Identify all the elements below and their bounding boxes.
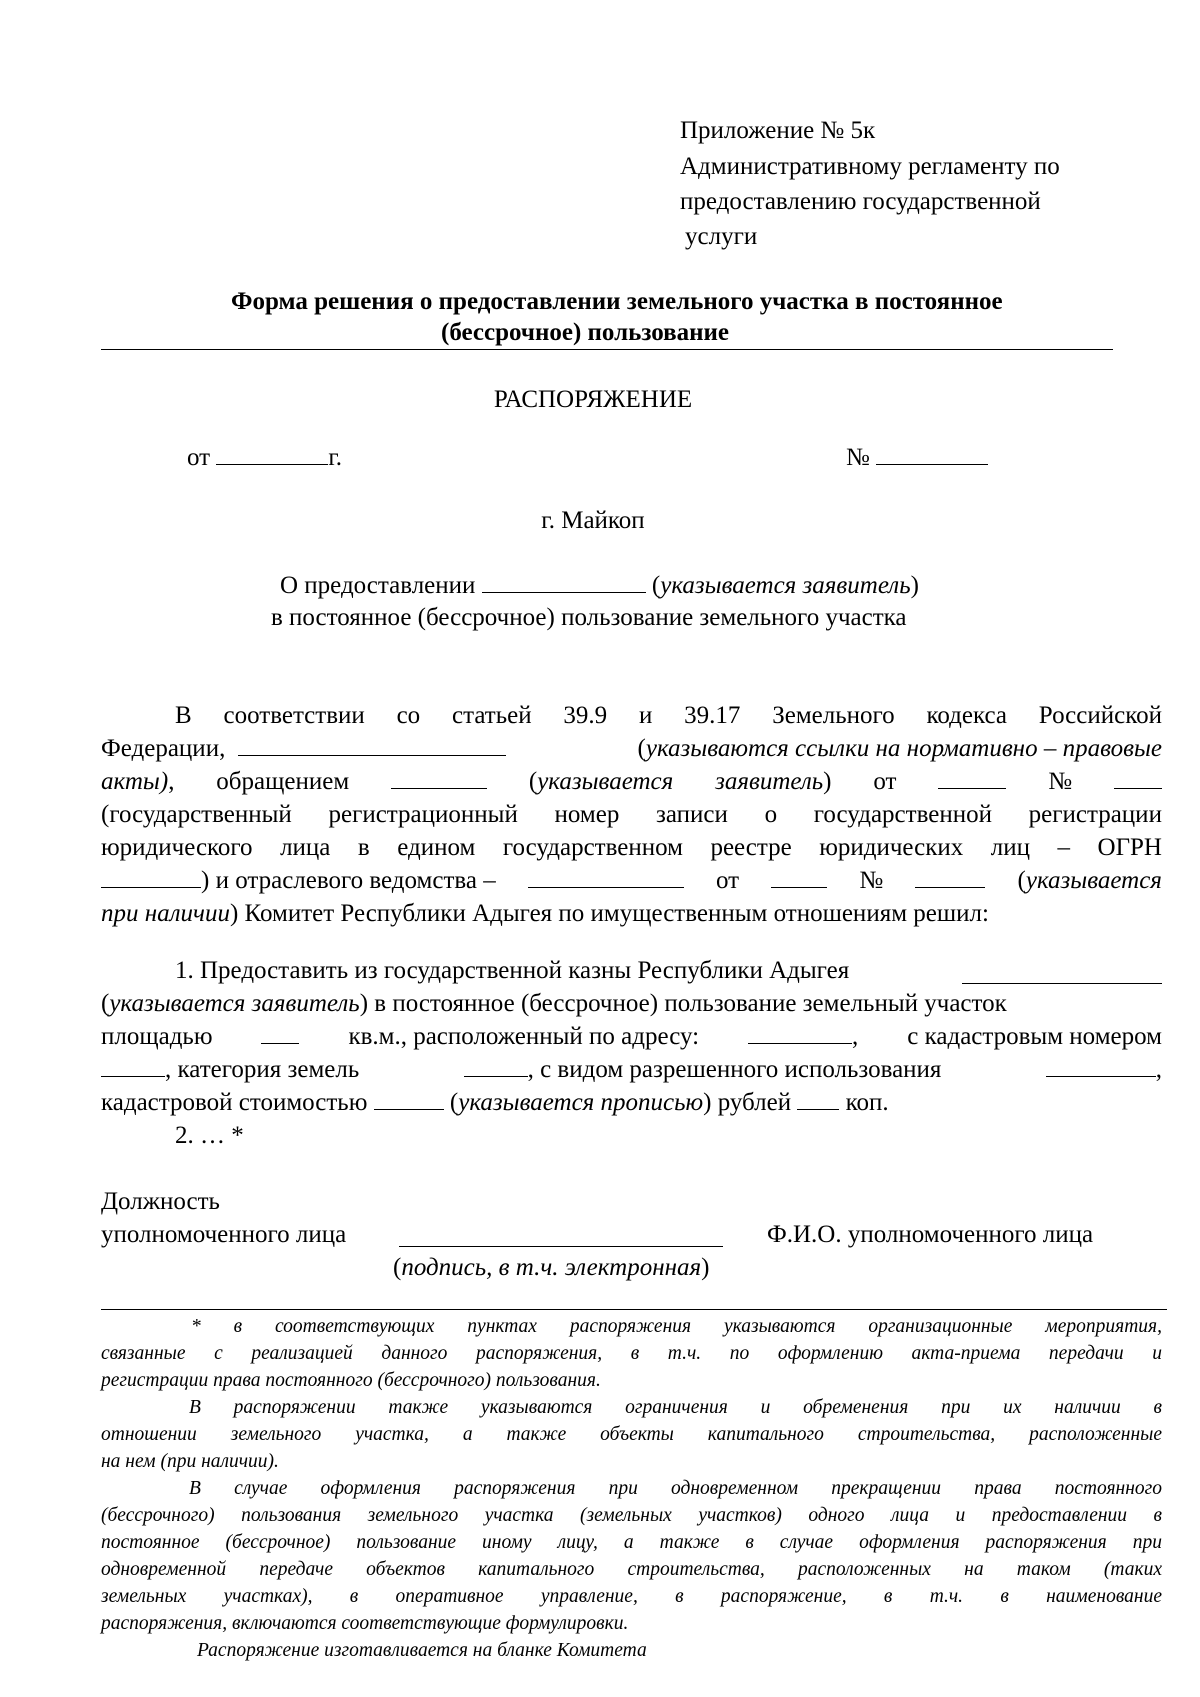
word: о bbox=[764, 801, 778, 828]
word: со bbox=[396, 702, 421, 729]
item1-line-1 bbox=[175, 955, 1162, 987]
preamble-line-6 bbox=[101, 865, 1162, 897]
word: лица bbox=[280, 834, 331, 861]
word: государственном bbox=[502, 834, 683, 861]
cadastral-number-blank bbox=[101, 1054, 165, 1077]
use-type-blank bbox=[1046, 1054, 1156, 1077]
form-title-line-2: (бессрочное) пользование bbox=[441, 319, 730, 346]
paren-open: ( bbox=[393, 1254, 402, 1281]
paren-open: ( bbox=[1017, 867, 1026, 894]
paren-open: ( bbox=[637, 735, 646, 762]
text: ) рублей bbox=[703, 1089, 792, 1116]
comma: , bbox=[852, 1023, 859, 1050]
footnote-p3-line-2 bbox=[101, 1503, 1162, 1528]
footnote-p3-line-4 bbox=[101, 1557, 1162, 1582]
word: записи bbox=[656, 801, 728, 828]
footnote-rule bbox=[101, 1309, 1167, 1310]
text: , категория земель bbox=[165, 1056, 360, 1083]
footnote-text: В случае оформления распоряжения при одновременном прекращении права постоянного bbox=[189, 1478, 1162, 1499]
doc-type: РАСПОРЯЖЕНИЕ bbox=[493, 386, 693, 413]
footnote-text: отношении земельного участка, а также объекты капитального строительства, расположенные bbox=[101, 1424, 1162, 1445]
paren-close: ) bbox=[823, 768, 832, 795]
footnote-p2-line-2 bbox=[101, 1422, 1162, 1447]
word: и bbox=[638, 702, 653, 729]
text: кадастровой стоимостью bbox=[101, 1089, 368, 1116]
subject-note: указывается заявитель bbox=[660, 572, 911, 599]
legal-acts-blank bbox=[238, 733, 506, 756]
applicant-blank bbox=[962, 961, 1162, 984]
appendix-line-4: услуги bbox=[685, 223, 758, 250]
city: г. Майкоп bbox=[541, 507, 645, 534]
word: 39.9 bbox=[563, 702, 608, 729]
item2: 2. … * bbox=[175, 1122, 244, 1149]
subject-line-2: в постоянное (бессрочное) пользование земельного участка bbox=[271, 604, 907, 631]
preamble-line-1 bbox=[175, 700, 1162, 732]
preamble-line-3 bbox=[101, 766, 1162, 798]
number-label: № bbox=[846, 444, 870, 471]
word: регистрационный bbox=[328, 801, 518, 828]
footnote-p2-line-1 bbox=[189, 1395, 1162, 1420]
word: (государственный bbox=[101, 801, 292, 828]
text: ) Комитет Республики Адыгея по имущественным отношениям решил: bbox=[229, 900, 989, 927]
ministry-date-blank bbox=[771, 865, 827, 888]
paren-close: ) bbox=[701, 1254, 710, 1281]
footnote-p1-line-1 bbox=[191, 1314, 1162, 1339]
footnote-p2-line-3: на нем (при наличии). bbox=[101, 1451, 279, 1472]
preamble-line-7 bbox=[101, 898, 989, 930]
number-blank bbox=[876, 442, 988, 465]
seg bbox=[101, 1054, 359, 1086]
legal-acts-note-wrap bbox=[638, 733, 1162, 765]
footnote-p1-line-2 bbox=[101, 1341, 1162, 1366]
subject-line-1 bbox=[280, 570, 919, 602]
footnote-p1-line-3: регистрации права постоянного (бессрочного) пользования. bbox=[101, 1370, 601, 1391]
word: – bbox=[1057, 834, 1071, 861]
date-row-left bbox=[187, 442, 342, 474]
appendix-line-3: предоставлению государственной bbox=[680, 188, 1041, 215]
value-blank bbox=[374, 1087, 444, 1110]
word: реестре bbox=[710, 834, 792, 861]
seg bbox=[101, 766, 174, 798]
applicant-note-a: указывается bbox=[537, 768, 674, 795]
in-words-note: указывается прописью bbox=[458, 1089, 704, 1116]
word: В bbox=[175, 702, 192, 729]
footnote-p3-line-6: распоряжения, включаются соответствующие формулировки. bbox=[101, 1613, 629, 1634]
word: юридических bbox=[819, 834, 964, 861]
comma: , bbox=[168, 768, 175, 795]
applicant-note-b: заявитель bbox=[715, 768, 824, 795]
footnote-text: (бессрочного) пользования земельного участка (земельных участков) одного лица и предоставлении в bbox=[101, 1505, 1162, 1526]
seg bbox=[1018, 865, 1162, 897]
word: государственной bbox=[813, 801, 992, 828]
word: Российской bbox=[1038, 702, 1162, 729]
seg bbox=[464, 1054, 942, 1086]
seg bbox=[101, 865, 496, 897]
footnote-text: одновременной передаче объектов капитального строительства, расположенных на таком (таких bbox=[101, 1559, 1162, 1580]
text: с кадастровым номером bbox=[907, 1023, 1162, 1050]
item1-line-2 bbox=[101, 988, 1162, 1020]
from-label: от bbox=[187, 444, 211, 471]
seg bbox=[715, 766, 831, 798]
form-title-line-1: Форма решения о предоставлении земельного участка в постоянное bbox=[231, 288, 1003, 315]
appendix-line-1: Приложение № 5к bbox=[680, 117, 876, 144]
footnote-p3-line-1 bbox=[189, 1476, 1162, 1501]
footnote-text: В распоряжении также указываются ограничения и обременения при их наличии в bbox=[189, 1397, 1162, 1418]
item1-line-5 bbox=[101, 1087, 889, 1119]
word: кодекса bbox=[926, 702, 1007, 729]
footnote-text: * в соответствующих пунктах распоряжения указываются организационные мероприятия, bbox=[191, 1316, 1162, 1337]
word: статьей bbox=[452, 702, 532, 729]
kopeck-blank bbox=[797, 1087, 839, 1110]
appeal-date-blank bbox=[938, 766, 1006, 789]
if-present-note-a: указывается bbox=[1025, 867, 1162, 894]
word: площадью bbox=[101, 1023, 213, 1050]
position-line-1: Должность bbox=[101, 1188, 220, 1215]
word: в bbox=[357, 834, 370, 861]
text: 1. Предоставить из государственной казны Республики Адыгея bbox=[175, 957, 850, 984]
word: Земельного bbox=[772, 702, 895, 729]
word: соответствии bbox=[223, 702, 365, 729]
appeal-number-blank bbox=[1114, 766, 1162, 789]
position-line-2: уполномоченного лица bbox=[101, 1221, 347, 1248]
signature-caption bbox=[393, 1252, 709, 1284]
paren-open: ( bbox=[449, 1089, 459, 1116]
word: едином bbox=[397, 834, 476, 861]
word: лиц bbox=[990, 834, 1031, 861]
authorized-name-label: Ф.И.О. уполномоченного лица bbox=[767, 1221, 1094, 1248]
word: регистрации bbox=[1028, 801, 1162, 828]
address-blank bbox=[748, 1021, 852, 1044]
preamble-line-2 bbox=[101, 733, 1162, 765]
subject-paren-close: ) bbox=[910, 572, 919, 599]
text: ) в постоянное (бессрочное) пользование земельный участок bbox=[359, 990, 1007, 1017]
item1-line-4 bbox=[101, 1054, 1162, 1086]
if-present-note-b: при наличии bbox=[101, 900, 230, 927]
word: от bbox=[716, 867, 740, 894]
ministry-blank bbox=[528, 865, 684, 888]
subject-blank bbox=[482, 570, 646, 593]
text: , с видом разрешенного использования bbox=[527, 1056, 942, 1083]
footnote-text: постоянное (бессрочное) пользование иному лицу, а также в случае оформления распоряжения при bbox=[101, 1532, 1162, 1553]
seg bbox=[529, 766, 673, 798]
ministry-number-blank bbox=[915, 865, 985, 888]
year-suffix: г. bbox=[328, 444, 343, 471]
text: ) и отраслевого ведомства – bbox=[201, 867, 496, 894]
word: юридического bbox=[101, 834, 253, 861]
footnote-text: связанные с реализацией данного распоряжения, в т.ч. по оформлению акта-приема передачи и bbox=[101, 1343, 1162, 1364]
preamble-line-5 bbox=[101, 832, 1162, 864]
footnote-p3-line-3 bbox=[101, 1530, 1162, 1555]
seg bbox=[748, 1021, 858, 1053]
number-row bbox=[846, 442, 988, 474]
seg bbox=[1046, 1054, 1162, 1086]
item1-line-3 bbox=[101, 1021, 1162, 1053]
subject-prefix: О предоставлении bbox=[280, 572, 476, 599]
caption-text: подпись, в т.ч. электронная bbox=[401, 1254, 702, 1281]
word: от bbox=[873, 768, 897, 795]
acts-note-end: акты) bbox=[101, 768, 169, 795]
word: 39.17 bbox=[684, 702, 741, 729]
area-blank bbox=[261, 1021, 299, 1044]
ogrn-blank bbox=[101, 865, 201, 888]
comma: , bbox=[1155, 1056, 1162, 1083]
appendix-line-2: Административному регламенту по bbox=[680, 153, 1060, 180]
applicant-note: указывается заявитель bbox=[109, 990, 360, 1017]
date-blank bbox=[216, 442, 328, 465]
appeal-blank bbox=[391, 766, 487, 789]
signature-blank bbox=[399, 1224, 723, 1247]
footnote-p3-line-5 bbox=[101, 1584, 1162, 1609]
footnote-p4: Распоряжение изготавливается на бланке Комитета bbox=[197, 1640, 647, 1661]
legal-acts-note: указываются ссылки на нормативно – правовые bbox=[645, 735, 1162, 762]
subject-paren-open: ( bbox=[651, 572, 661, 599]
word: обращением bbox=[216, 768, 350, 795]
word: № bbox=[1048, 768, 1073, 795]
text: коп. bbox=[845, 1089, 889, 1116]
land-category-blank bbox=[464, 1054, 528, 1077]
paren-open: ( bbox=[101, 990, 110, 1017]
title-rule bbox=[101, 349, 1113, 350]
text: Федерации, bbox=[101, 735, 226, 762]
word: № bbox=[859, 867, 884, 894]
word: номер bbox=[554, 801, 620, 828]
preamble-line-4 bbox=[101, 799, 1162, 831]
footnote-text: земельных участках), в оперативное управление, в распоряжение, в т.ч. в наименование bbox=[101, 1586, 1162, 1607]
word: ОГРН bbox=[1097, 834, 1162, 861]
paren-open: ( bbox=[528, 768, 538, 795]
seg bbox=[101, 988, 1007, 1020]
text: кв.м., расположенный по адресу: bbox=[348, 1023, 700, 1050]
